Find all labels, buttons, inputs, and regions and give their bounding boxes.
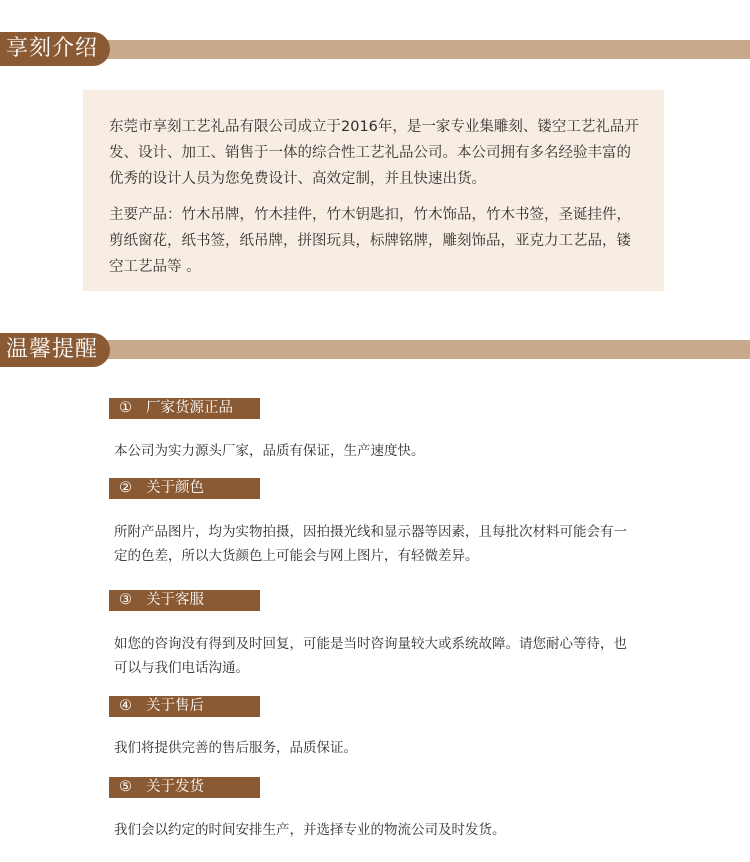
tip-number: ⑤ [119,779,132,795]
intro-paragraph-company: 东莞市享刻工艺礼品有限公司成立于2016年，是一家专业集雕刻、镂空工艺礼品开发、设计、加工、销售于一体的综合性工艺礼品公司。本公司拥有多名经验丰富的优秀的设计人员为您免费设计、高效定制，并且快速出货。 [109,119,639,187]
tip-label-text: 关于售后 [146,698,204,714]
tip-label-shipping [109,777,260,798]
tip-number: ④ [119,698,132,714]
tip-text-service: 如您的咨询没有得到及时回复，可能是当时咨询量较大或系统故障。请您耐心等待，也可以与我们电话沟通。 [114,636,627,676]
tip-label-text: 关于客服 [146,592,204,608]
tip-number: ③ [119,592,132,608]
tips-section-bar [0,340,750,359]
tip-number: ② [119,480,132,496]
tip-label-text: 关于颜色 [146,480,204,496]
tip-text-genuine: 本公司为实力源头厂家，品质有保证，生产速度快。 [114,443,425,459]
tip-text-shipping: 我们会以约定的时间安排生产，并选择专业的物流公司及时发货。 [114,822,506,838]
tip-label-text: 厂家货源正品 [146,400,233,416]
tip-text-aftersales: 我们将提供完善的售后服务，品质保证。 [114,740,357,756]
intro-section-title: 享刻介绍 [0,32,110,66]
tips-section-title: 温馨提醒 [0,333,110,367]
tip-label-service [109,590,260,611]
tip-label-text: 关于发货 [146,779,204,795]
tip-label-aftersales [109,696,260,717]
tip-label-color [109,478,260,499]
tip-text-color: 所附产品图片，均为实物拍摄，因拍摄光线和显示器等因素，且每批次材料可能会有一定的色差，所以大货颜色上可能会与网上图片，有轻微差异。 [114,524,627,564]
tip-label-genuine [109,398,260,419]
intro-paragraph-products: 主要产品：竹木吊牌，竹木挂件，竹木钥匙扣，竹木饰品，竹木书签，圣诞挂件，剪纸窗花，纸书签，纸吊牌，拼图玩具，标牌铭牌，雕刻饰品，亚克力工艺品，镂空工艺品等 。 [109,207,631,275]
intro-section-bar [0,40,750,59]
intro-box [83,90,664,291]
tip-number: ① [119,400,132,416]
